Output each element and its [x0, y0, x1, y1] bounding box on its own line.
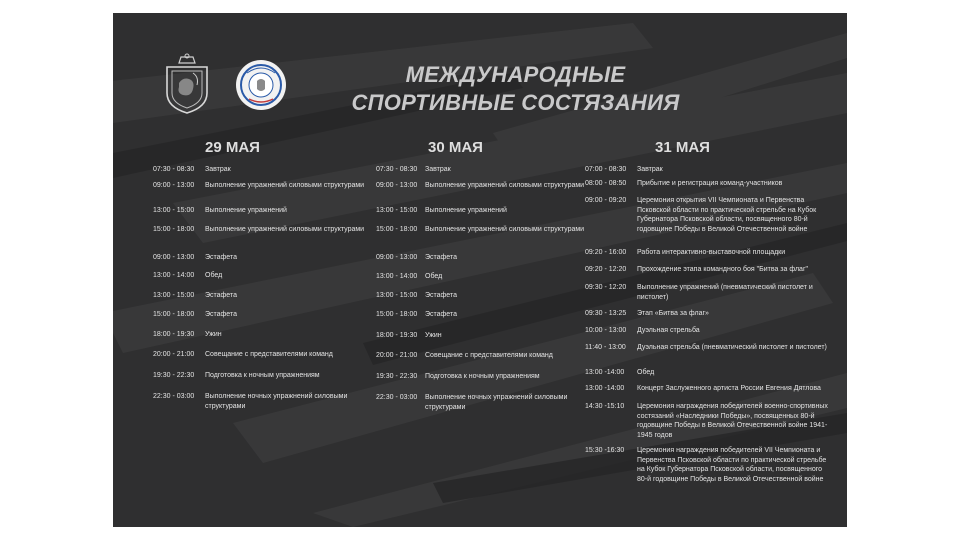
time-slot: 09:00 - 13:00 — [376, 254, 418, 261]
time-slot: 14:30 -15:10 — [585, 403, 625, 410]
event-name: Обед — [637, 369, 655, 376]
event-name: Эстафета — [205, 254, 237, 261]
time-slot: 09:30 - 12:20 — [585, 284, 627, 291]
schedule-row — [376, 272, 585, 282]
schedule-row — [585, 283, 832, 302]
schedule-row — [376, 372, 585, 382]
schedule-row — [585, 384, 832, 394]
time-slot: 07:00 - 08:30 — [585, 166, 627, 173]
event-name: Обед — [205, 272, 223, 279]
schedule-row — [153, 310, 365, 320]
schedule-row — [376, 310, 585, 320]
time-slot: 18:00 - 19:30 — [153, 331, 195, 338]
event-name: Церемония открытия VII Чемпионата и Первенства Псковской области по практической стрельбе на Кубок Губернатора Псковской области, посвященного 80-й годовщине Победы в Великой Отечественной войне — [637, 197, 817, 233]
day-header-31: 31 МАЯ — [655, 139, 710, 156]
event-name: Выполнение упражнений — [425, 207, 507, 214]
time-slot: 09:00 - 13:00 — [153, 254, 195, 261]
title-line-1: МЕЖДУНАРОДНЫЕ — [405, 62, 626, 87]
time-slot: 09:00 - 13:00 — [153, 182, 195, 189]
schedule-row — [153, 271, 365, 281]
time-slot: 08:00 - 08:50 — [585, 180, 627, 187]
schedule-row — [376, 291, 585, 301]
time-slot: 10:00 - 13:00 — [585, 327, 627, 334]
event-name: Подготовка к ночным упражнениям — [205, 372, 320, 379]
event-name: Выполнение упражнений силовыми структурами — [425, 226, 585, 233]
time-slot: 11:40 - 13:00 — [585, 344, 626, 351]
event-name: Выполнение упражнений силовыми структурами — [425, 182, 585, 189]
schedule-row — [153, 330, 365, 340]
event-name: Эстафета — [205, 311, 237, 318]
event-name: Эстафета — [425, 311, 457, 318]
schedule-row — [153, 225, 365, 235]
event-name: Обед — [425, 273, 443, 280]
schedule-poster — [113, 13, 847, 527]
schedule-row — [153, 350, 365, 360]
day-header-29: 29 МАЯ — [205, 139, 260, 156]
event-name: Ужин — [425, 332, 442, 339]
schedule-row — [585, 179, 832, 189]
event-name: Выполнение ночных упражнений силовыми структурами — [425, 394, 568, 411]
event-name: Прибытие и регистрация команд-участников — [637, 180, 783, 187]
time-slot: 09:00 - 09:20 — [585, 197, 627, 204]
schedule-row — [376, 253, 585, 263]
schedule-row — [376, 181, 585, 191]
time-slot: 09:20 - 12:20 — [585, 266, 627, 273]
schedule-row — [585, 368, 832, 378]
title-line-2: СПОРТИВНЫЕ СОСТЯЗАНИЯ — [351, 90, 680, 115]
event-name: Эстафета — [205, 292, 237, 299]
schedule-row — [376, 225, 585, 235]
time-slot: 09:30 - 13:25 — [585, 310, 627, 317]
event-name: Завтрак — [425, 166, 451, 173]
schedule-row — [153, 371, 365, 381]
schedule-row — [585, 343, 832, 353]
event-name: Ужин — [205, 331, 222, 338]
time-slot: 18:00 - 19:30 — [376, 332, 418, 339]
time-slot: 15:00 - 18:00 — [376, 311, 418, 318]
federation-emblem-icon — [235, 59, 287, 111]
day-header-30: 30 МАЯ — [428, 139, 483, 156]
time-slot: 07:30 - 08:30 — [376, 166, 418, 173]
schedule-row — [585, 165, 832, 175]
event-name: Эстафета — [425, 254, 457, 261]
time-slot: 13:00 - 14:00 — [376, 273, 418, 280]
time-slot: 07:30 - 08:30 — [153, 166, 195, 173]
event-name: Завтрак — [205, 166, 231, 173]
time-slot: 13:00 - 15:00 — [376, 292, 418, 299]
event-name: Совещание с представителями команд — [205, 351, 333, 358]
time-slot: 13:00 -14:00 — [585, 385, 625, 392]
event-name: Выполнение упражнений (пневматический пистолет и пистолет) — [637, 284, 813, 301]
event-name: Подготовка к ночным упражнениям — [425, 373, 540, 380]
time-slot: 13:00 - 15:00 — [153, 207, 195, 214]
schedule-row — [153, 165, 365, 175]
schedule-row — [376, 206, 585, 216]
schedule-row — [153, 291, 365, 301]
event-name: Церемония награждения победителей военно-спортивных состязаний «Наследники Победы», посвященных 80-й годовщине Победы в Великой Отечественной войне 1941-1945 годов — [637, 403, 828, 439]
schedule-row — [585, 402, 832, 440]
event-name: Завтрак — [637, 166, 663, 173]
poster-title — [313, 61, 718, 117]
schedule-row — [585, 265, 832, 275]
event-name: Этап «Битва за флаг» — [637, 310, 709, 317]
event-name: Совещание с представителями команд — [425, 352, 553, 359]
time-slot: 13:00 - 14:00 — [153, 272, 195, 279]
coat-of-arms-icon — [163, 53, 211, 115]
schedule-row — [585, 196, 832, 234]
event-name: Дуэльная стрельба — [637, 327, 700, 334]
event-name: Выполнение упражнений — [205, 207, 287, 214]
time-slot: 13:00 - 15:00 — [153, 292, 195, 299]
schedule-row — [376, 331, 585, 341]
time-slot: 19:30 - 22:30 — [376, 373, 418, 380]
time-slot: 22:30 - 03:00 — [153, 393, 195, 400]
time-slot: 13:00 -14:00 — [585, 369, 625, 376]
time-slot: 19:30 - 22:30 — [153, 372, 195, 379]
event-name: Выполнение упражнений силовыми структурами — [205, 182, 365, 189]
time-slot: 15:00 - 18:00 — [153, 311, 195, 318]
time-slot: 20:00 - 21:00 — [153, 351, 195, 358]
schedule-row — [376, 393, 585, 412]
event-name: Концерт Заслуженного артиста России Евгения Дятлова — [637, 385, 821, 392]
schedule-row — [585, 446, 832, 484]
schedule-row — [153, 206, 365, 216]
schedule-row — [153, 253, 365, 263]
event-name: Эстафета — [425, 292, 457, 299]
schedule-row — [585, 248, 832, 258]
time-slot: 09:00 - 13:00 — [376, 182, 418, 189]
time-slot: 15:00 - 18:00 — [153, 226, 195, 233]
schedule-row — [153, 392, 365, 411]
time-slot: 22:30 - 03:00 — [376, 394, 418, 401]
time-slot: 15:00 - 18:00 — [376, 226, 418, 233]
schedule-row — [585, 326, 832, 336]
event-name: Прохождение этапа командного боя "Битва за флаг" — [637, 266, 808, 273]
event-name: Выполнение ночных упражнений силовыми структурами — [205, 393, 348, 410]
time-slot: 13:00 - 15:00 — [376, 207, 418, 214]
event-name: Дуэльная стрельба (пневматический пистолет и пистолет) — [637, 344, 827, 351]
event-name: Выполнение упражнений силовыми структурами — [205, 226, 365, 233]
time-slot: 15:30 -16:30 — [585, 447, 625, 454]
schedule-row — [376, 351, 585, 361]
schedule-row — [585, 309, 832, 319]
time-slot: 09:20 - 16:00 — [585, 249, 627, 256]
time-slot: 20:00 - 21:00 — [376, 352, 418, 359]
event-name: Церемония награждения победителей VII Чемпионата и Первенства Псковской области по практической стрельбе на Кубок Губернатора Псковской области, посвященного 80-й годовщине Победы в Великой Отечественной войне — [637, 447, 827, 483]
event-name: Работа интерактивно-выставочной площадки — [637, 249, 786, 256]
schedule-row — [376, 165, 585, 175]
schedule-row — [153, 181, 365, 191]
